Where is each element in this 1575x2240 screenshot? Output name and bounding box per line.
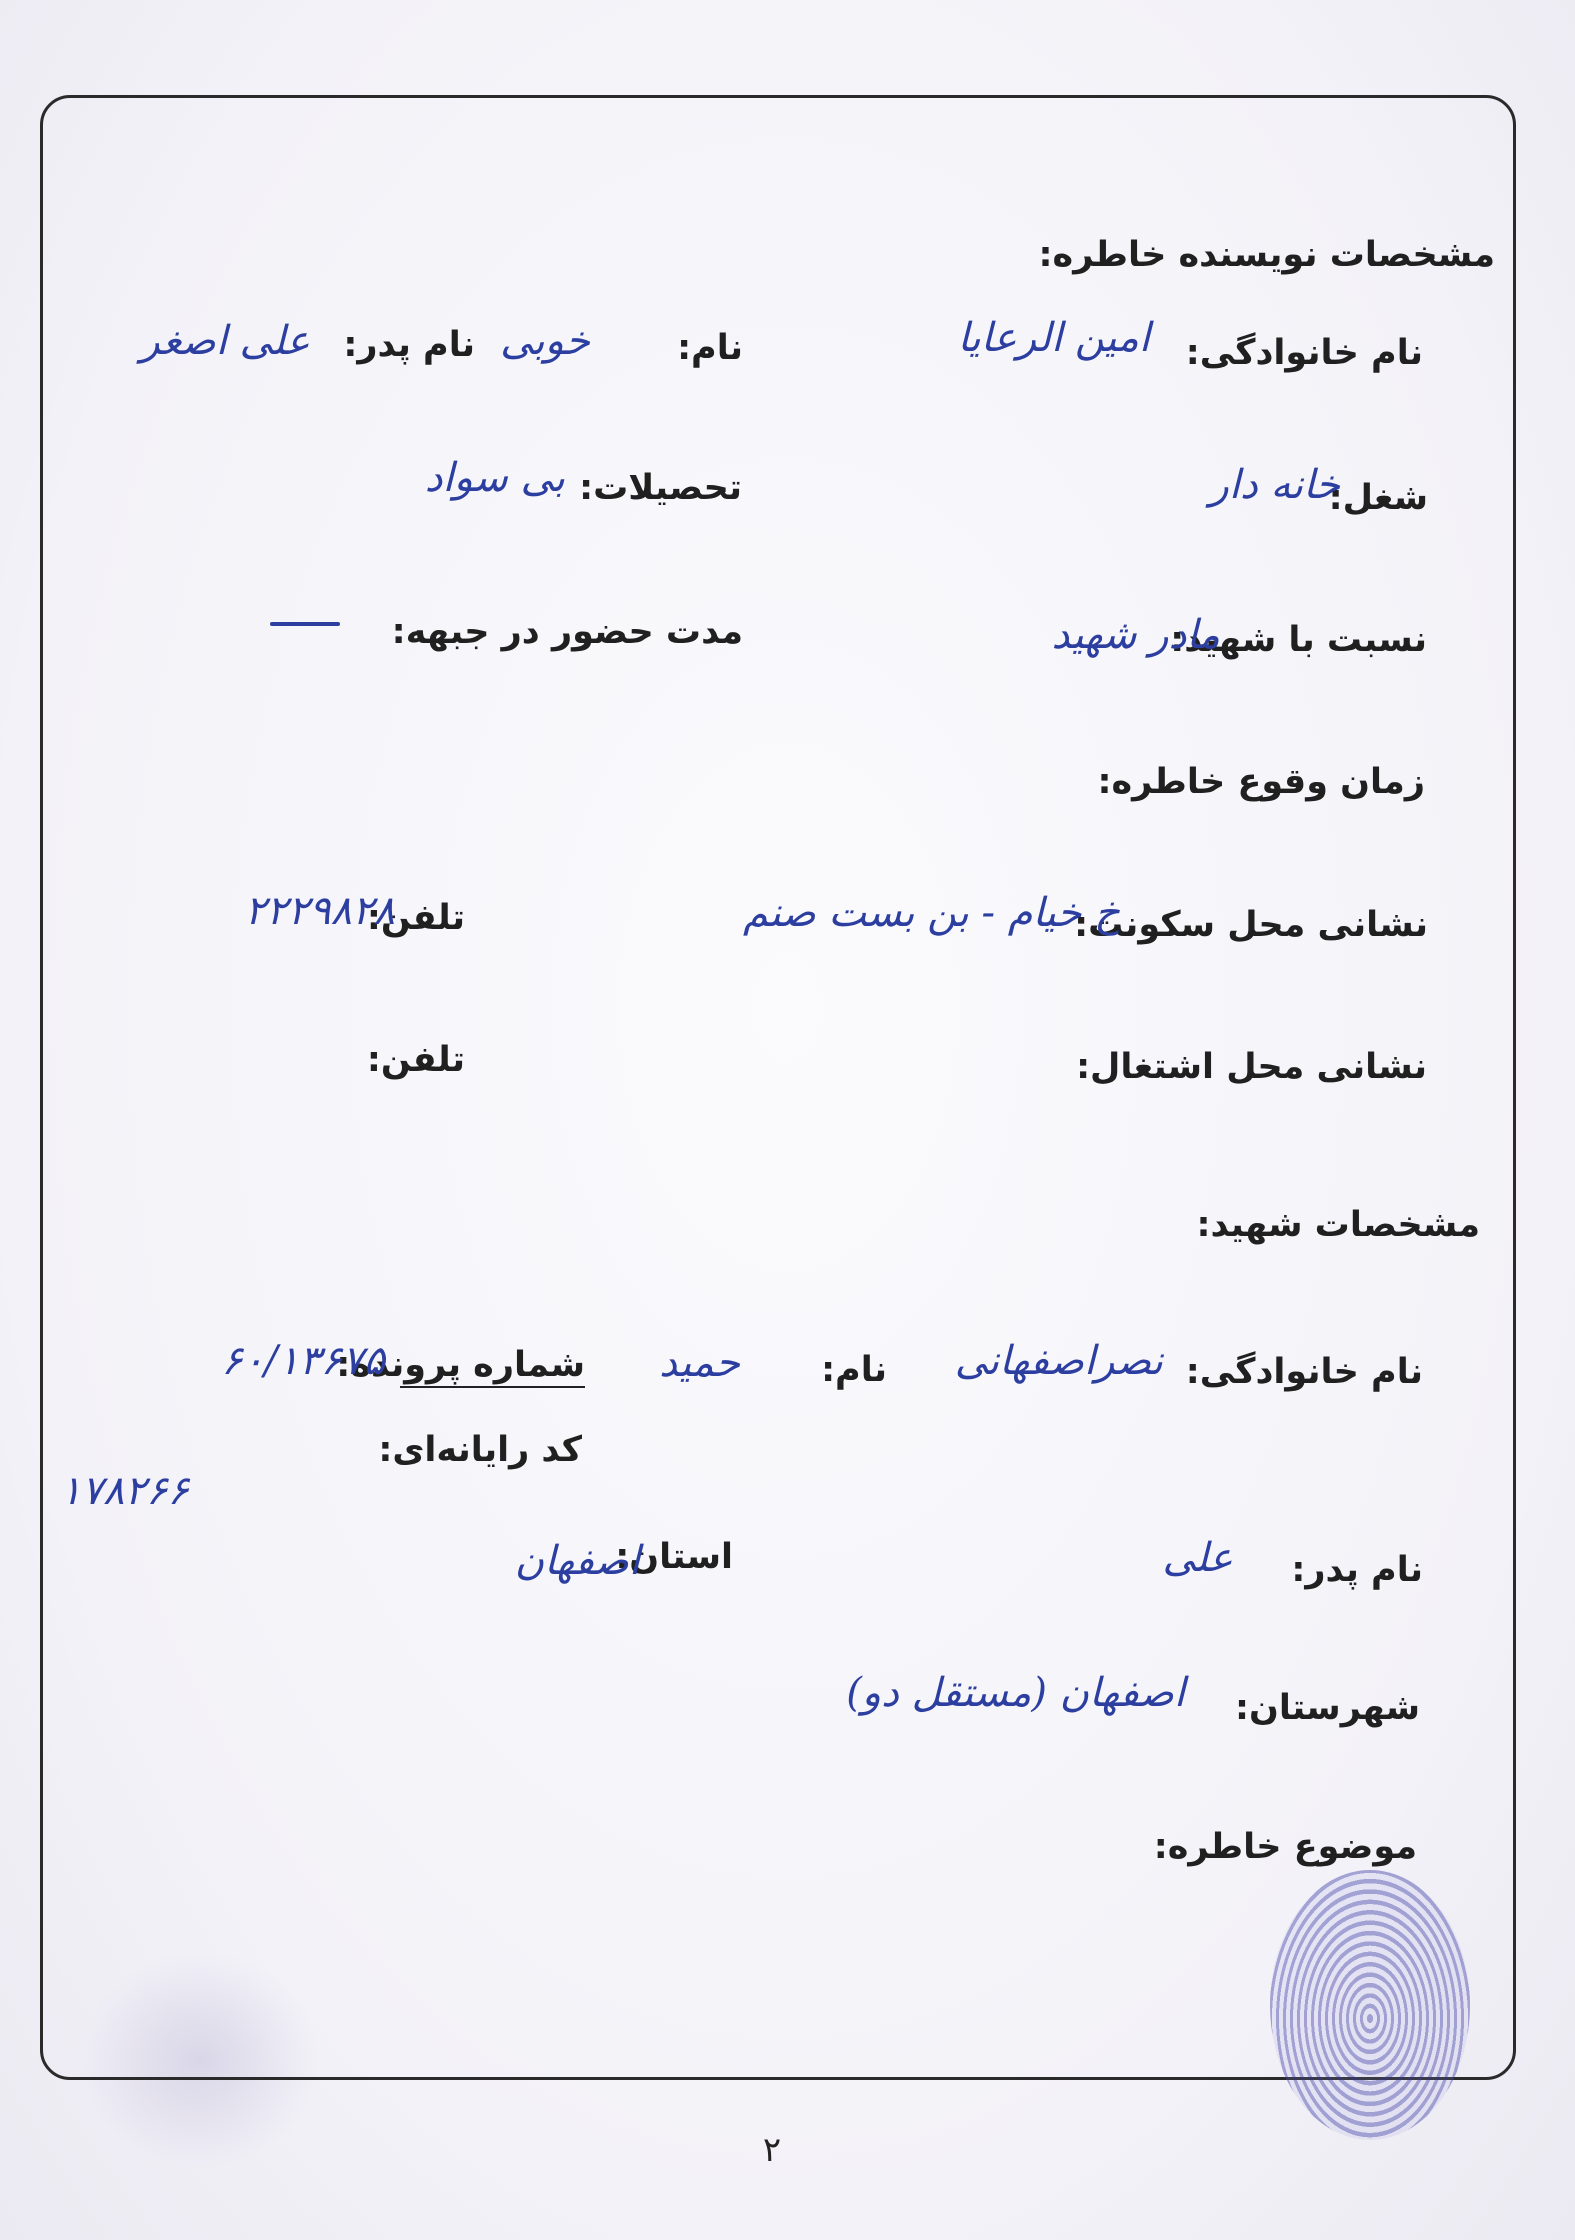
writer-job-label: شغل: [1328, 478, 1428, 518]
writer-family-name-value: امین الرعایا [957, 315, 1150, 361]
writer-home-address-value: خ خیام - بن بست صنم [743, 890, 1120, 936]
writer-first-name-label: نام: [677, 328, 743, 368]
martyr-memory-subject-label: موضوع خاطره: [1153, 1827, 1417, 1867]
file-number-underline [400, 1386, 585, 1388]
writer-relation-value: مادر شهید [1051, 612, 1220, 658]
martyr-family-name-label: نام خانوادگی: [1185, 1352, 1423, 1392]
front-duration-dash [270, 622, 340, 626]
form-frame [40, 95, 1516, 2080]
martyr-computer-code-value: ۱۷۸۲۶۶ [60, 1468, 189, 1514]
writer-relation-label: نسبت با شهید: [1170, 620, 1427, 660]
writer-first-name-value: خوبی [500, 318, 590, 364]
martyr-father-name-value: علی [1162, 1535, 1233, 1581]
martyr-county-label: شهرستان: [1234, 1688, 1420, 1728]
martyr-file-number-value: ۶۰/۱۳۶۷۵ [221, 1338, 385, 1384]
writer-job-value: خانه دار [1209, 462, 1340, 508]
writer-family-name-label: نام خانوادگی: [1185, 333, 1423, 373]
martyr-file-number-label: شماره پرونده: [336, 1345, 585, 1385]
martyr-family-name-value: نصراصفهانی [954, 1338, 1163, 1384]
writer-education-label: تحصیلات: [579, 468, 742, 508]
page-number: ۲ [762, 2130, 782, 2170]
writer-memory-time-label: زمان وقوع خاطره: [1097, 762, 1425, 802]
martyr-province-value: اصفهان [514, 1538, 640, 1584]
writer-home-phone-label: تلفن: [366, 898, 465, 938]
writer-education-value: بی سواد [424, 455, 565, 501]
writer-father-name-label: نام پدر: [343, 325, 475, 365]
writer-work-address-label: نشانی محل اشتغال: [1076, 1047, 1427, 1087]
martyr-province-label: استان: [615, 1537, 733, 1577]
writer-father-name-value: علی اصغر [140, 318, 310, 364]
martyr-first-name-label: نام: [821, 1350, 887, 1390]
writer-home-phone-value: ۲۲۲۹۸۲۸ [244, 888, 395, 934]
writer-home-address-label: نشانی محل سکونت: [1074, 905, 1428, 945]
writer-front-duration-label: مدت حضور در جبهه: [391, 612, 743, 652]
writer-work-phone-label: تلفن: [366, 1040, 465, 1080]
writer-section-heading: مشخصات نویسنده خاطره: [1038, 235, 1495, 275]
martyr-first-name-value: حمید [659, 1340, 740, 1386]
martyr-section-heading: مشخصات شهید: [1196, 1205, 1480, 1245]
fingerprint-mark [1270, 1870, 1470, 2140]
martyr-county-value: اصفهان (مستقل دو) [846, 1670, 1185, 1716]
martyr-computer-code-label: کد رایانه‌ای: [378, 1430, 582, 1470]
martyr-father-name-label: نام پدر: [1291, 1550, 1423, 1590]
